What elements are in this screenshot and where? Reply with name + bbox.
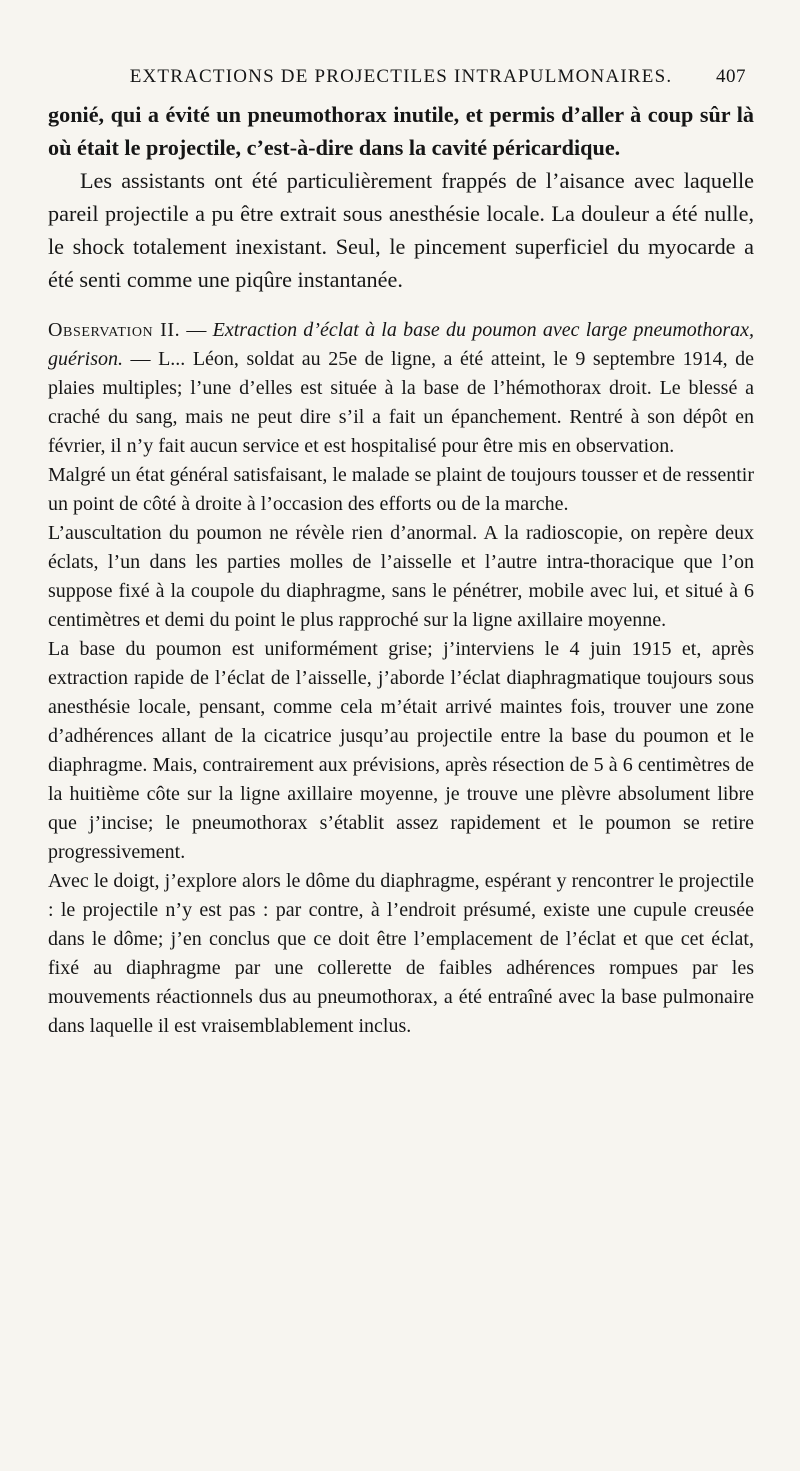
observation-label: Observation II. [48,319,181,341]
observation-dash: — [180,319,213,341]
paragraph-base-poumon: La base du poumon est uniformément grise; j’interviens le 4 juin 1915 et, après extraction rapide de l’éclat de l’aisselle, j’aborde l’éclat diaphragmatique toujours sous anesthésie locale, pensant, comme cela m’était arrivé maintes fois, trouver une zone d’adhérences allant de la cicatrice jusqu’au projectile entre la base du poumon et le diaphragme. Mais, contrairement aux prévisions, après résection de 5 à 6 centimètres de la huitième côte sur la ligne axillaire moyenne, je trouve une plèvre absolument libre que j’incise; le pneumothorax s’établit assez rapidement et le poumon se retire progressivement. [48,638,754,863]
observation-heading [48,316,754,461]
paragraph-auscultation: L’auscultation du poumon ne révèle rien d’anormal. A la radioscopie, on repère deux éclats, l’un dans les parties molles de l’aisselle et l’autre intra-thoracique que l’on suppose fixé à la coupole du diaphragme, sans le pénétrer, mobile avec lui, et situé à 6 centimètres et demi du point le plus rapproché sur la ligne axillaire moyenne. [48,522,754,631]
paragraph-continuation: gonié, qui a évité un pneumothorax inutile, et permis d’aller à coup sûr là où était le projectile, c’est-à-dire dans la cavité péricardique. [48,102,754,160]
observation-title: Extraction d’éclat à la base du poumon avec large pneumothorax, guérison. [48,319,754,370]
paragraph-assistants: Les assistants ont été particulièrement frappés de l’aisance avec laquelle pareil projectile a pu être extrait sous anesthésie locale. La douleur a été nulle, le shock totalement inexistant. Seul, le pincement superficiel du myocarde a été senti comme une piqûre instantanée. [48,168,754,292]
running-title: EXTRACTIONS DE PROJECTILES INTRAPULMONAIRES. [129,66,673,87]
running-header [48,58,754,98]
paragraph-etat-general: Malgré un état général satisfaisant, le malade se plaint de toujours tousser et de ressentir un point de côté à droite à l’occasion des efforts ou de la marche. [48,464,754,515]
paragraph-doigt: Avec le doigt, j’explore alors le dôme du diaphragme, espérant y rencontrer le projectile : le projectile n’y est pas : par contre, à l’endroit présumé, existe une cupule creusée dans le dôme; j’en conclus que ce doit être l’emplacement de l’éclat et que cet éclat, fixé au diaphragme par une collerette de faibles adhérences rompues par les mouvements réactionnels dus au pneumothorax, a été entraîné avec la base pulmonaire dans laquelle il est vraisemblablement inclus. [48,870,754,1037]
page-number: 407 [716,66,746,87]
observation-text: — L... Léon, soldat au 25e de ligne, a été atteint, le 9 septembre 1914, de plaies multiples; l’une d’elles est située à la base de l’hémothorax droit. Le blessé a craché du sang, mais ne peut dire s’il a fait un épanchement. Rentré à son dépôt en février, il n’y fait aucun service et est hospitalisé pour être mis en observation. [48,348,754,457]
